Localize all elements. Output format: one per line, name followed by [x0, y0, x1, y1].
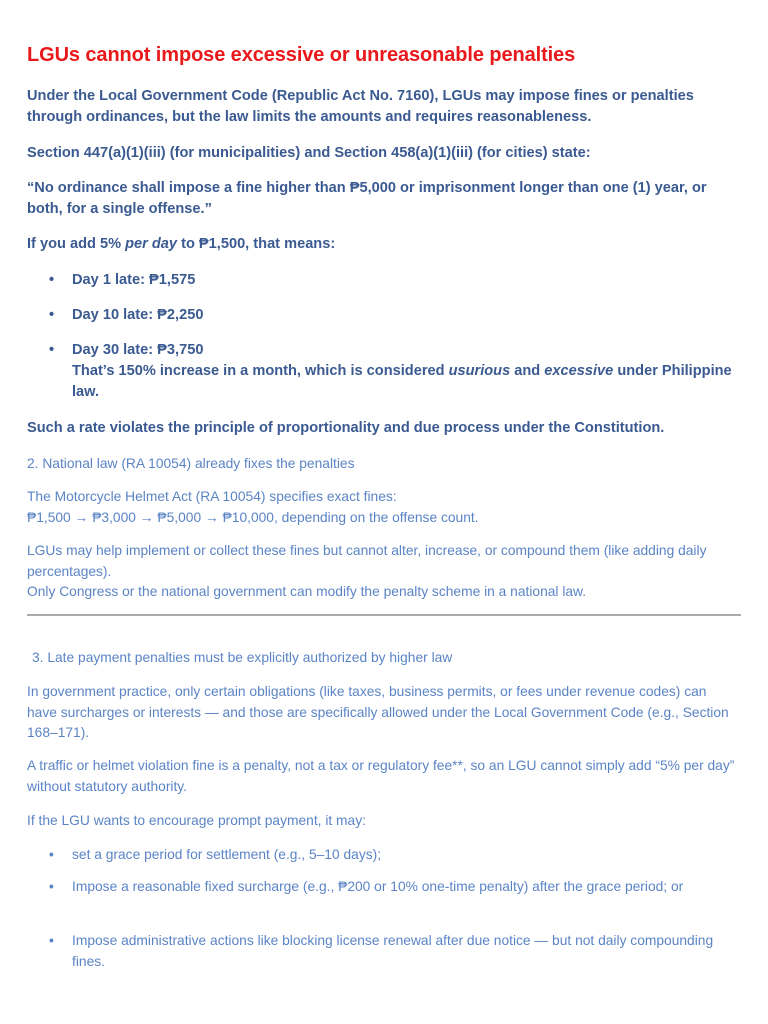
day-list-item — [49, 270, 732, 291]
helmet-act-line: The Motorcycle Helmet Act (RA 10054) specifies exact fines: — [27, 489, 397, 504]
day-10-text: Day 10 late: ₱2,250 — [72, 307, 204, 323]
section-3-paragraph-3: If the LGU wants to encourage prompt payment, it may: — [27, 813, 366, 828]
day30-note-a: That’s 150% increase in a month, which is considered — [72, 363, 449, 379]
day-list-item — [49, 340, 732, 403]
add-percentage-paragraph — [27, 234, 739, 255]
add-line-after: to ₱1,500, that means: — [177, 236, 336, 252]
bullet-icon: • — [49, 879, 54, 894]
intro-paragraph: Under the Local Government Code (Republic Act No. 7160), LGUs may impose fines or penalties through ordinances, but the law limits the amounts and requires reasonableness. — [27, 88, 694, 125]
section-3-paragraph-2: A traffic or helmet violation fine is a penalty, not a tax or regulatory fee**, so an LGU cannot simply add “5% per day” without statutory authority. — [27, 758, 735, 794]
sections-paragraph: Section 447(a)(1)(iii) (for municipalities) and Section 458(a)(1)(iii) (for cities) state: — [27, 145, 591, 161]
day-1-text: Day 1 late: ₱1,575 — [72, 272, 196, 288]
bullet-icon: • — [49, 342, 55, 358]
bullet-icon: • — [49, 272, 55, 288]
congress-line: Only Congress or the national government can modify the penalty scheme in a national law. — [27, 584, 587, 599]
option-list-item — [49, 931, 732, 972]
bullet-icon: • — [49, 307, 55, 323]
section-2-paragraph — [27, 487, 739, 528]
section-3-heading: 3. Late payment penalties must be explicitly authorized by higher law — [32, 650, 453, 665]
divider — [27, 614, 741, 616]
section-2-lgu-paragraph — [27, 541, 739, 603]
day30-note-b: and — [510, 363, 545, 379]
bullet-icon: • — [49, 933, 54, 948]
section-2-heading: 2. National law (RA 10054) already fixes the penalties — [27, 456, 355, 471]
violation-paragraph: Such a rate violates the principle of proportionality and due process under the Constitution. — [27, 420, 665, 436]
option-2-text: Impose a reasonable fixed surcharge (e.g., ₱200 or 10% one-time penalty) after the grace period; or — [72, 879, 684, 894]
page-title: LGUs cannot impose excessive or unreasonable penalties — [27, 44, 576, 66]
add-line-before: If you add 5% — [27, 236, 126, 252]
section-3-paragraph-1: In government practice, only certain obligations (like taxes, business permits, or fees under revenue codes) can have surcharges or interests — and those are specifically allowed under the Local Government Code (e.g., Section 168–171). — [27, 684, 729, 740]
fines-line: ₱1,500 → ₱3,000 → ₱5,000 → ₱10,000, depending on the offense count. — [27, 509, 479, 525]
option-3-text: Impose administrative actions like blocking license renewal after due notice — but not daily compounding fines. — [72, 933, 714, 969]
option-list-item — [49, 845, 732, 866]
option-1-text: set a grace period for settlement (e.g., 5–10 days); — [72, 847, 382, 862]
day30-note-c: under Philippine law. — [72, 363, 732, 400]
usurious-text: usurious — [448, 363, 511, 379]
quote-paragraph: “No ordinance shall impose a fine higher than ₱5,000 or imprisonment longer than one (1) year, or both, for a single offense.” — [27, 180, 707, 217]
excessive-text: excessive — [544, 363, 614, 379]
day-list-item — [49, 305, 732, 326]
lgu-line: LGUs may help implement or collect these fines but cannot alter, increase, or compound them (like adding daily percentages). — [27, 543, 707, 579]
option-list-item — [49, 877, 732, 898]
bullet-icon: • — [49, 847, 54, 862]
day-30-text: Day 30 late: ₱3,750 — [72, 342, 204, 358]
add-line-italic: per day — [125, 236, 178, 252]
